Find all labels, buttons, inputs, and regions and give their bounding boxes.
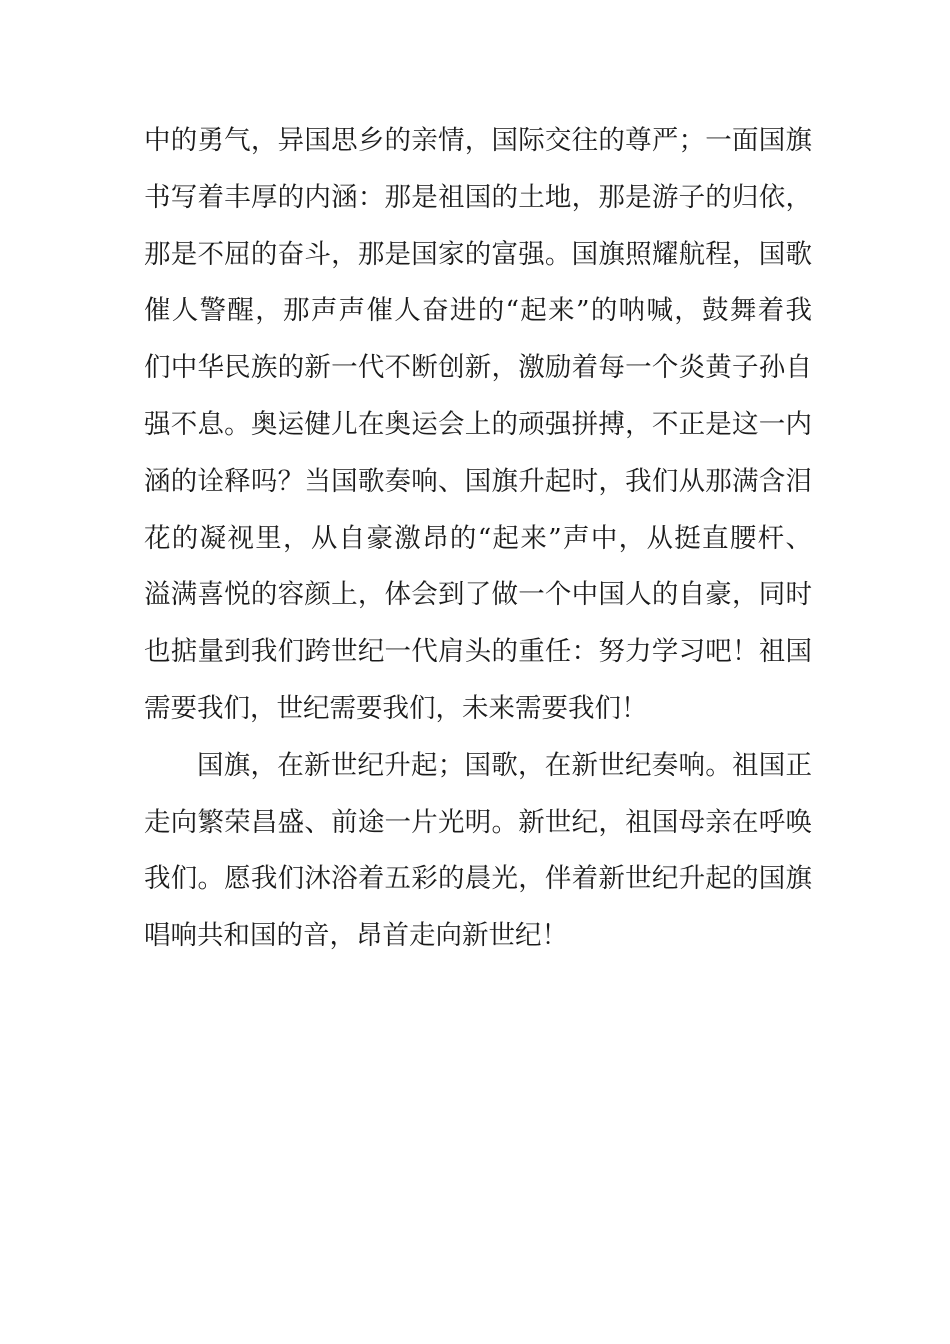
text-line: 也掂量到我们跨世纪一代肩头的重任：努力学习吧！祖国 (144, 636, 812, 668)
text-line: 涵的诠释吗？当国歌奏响、国旗升起时，我们从那满含泪 (144, 465, 812, 497)
text-line: 们中华民族的新一代不断创新，激励着每一个炎黄子孙自 (144, 352, 812, 384)
text-line: 那是不屈的奋斗，那是国家的富强。国旗照耀航程，国歌 (144, 238, 812, 270)
text-line: 唱响共和国的音，昂首走向新世纪！ (144, 920, 568, 952)
text-line: 我们。愿我们沐浴着五彩的晨光，伴着新世纪升起的国旗 (144, 863, 812, 895)
text-line: 花的凝视里，从自豪激昂的“起来”声中，从挺直腰杆、 (144, 522, 812, 554)
text-line: 强不息。奥运健儿在奥运会上的顽强拼搏，不正是这一内 (144, 408, 812, 440)
text-line: 溢满喜悦的容颜上，体会到了做一个中国人的自豪，同时 (144, 579, 812, 611)
text-line: 书写着丰厚的内涵：那是祖国的土地，那是游子的归依， (144, 181, 812, 213)
paragraph-1 (144, 113, 812, 738)
paragraph-2 (144, 738, 812, 965)
text-line: 走向繁荣昌盛、前途一片光明。新世纪，祖国母亲在呼唤 (144, 806, 812, 838)
body-text (144, 113, 812, 965)
text-line: 需要我们，世纪需要我们，未来需要我们！ (144, 692, 648, 724)
text-line: 催人警醒，那声声催人奋进的“起来”的呐喊，鼓舞着我 (144, 295, 812, 327)
text-line: 国旗，在新世纪升起；国歌，在新世纪奏响。祖国正 (197, 749, 812, 781)
text-line: 中的勇气，异国思乡的亲情，国际交往的尊严；一面国旗 (144, 125, 812, 156)
